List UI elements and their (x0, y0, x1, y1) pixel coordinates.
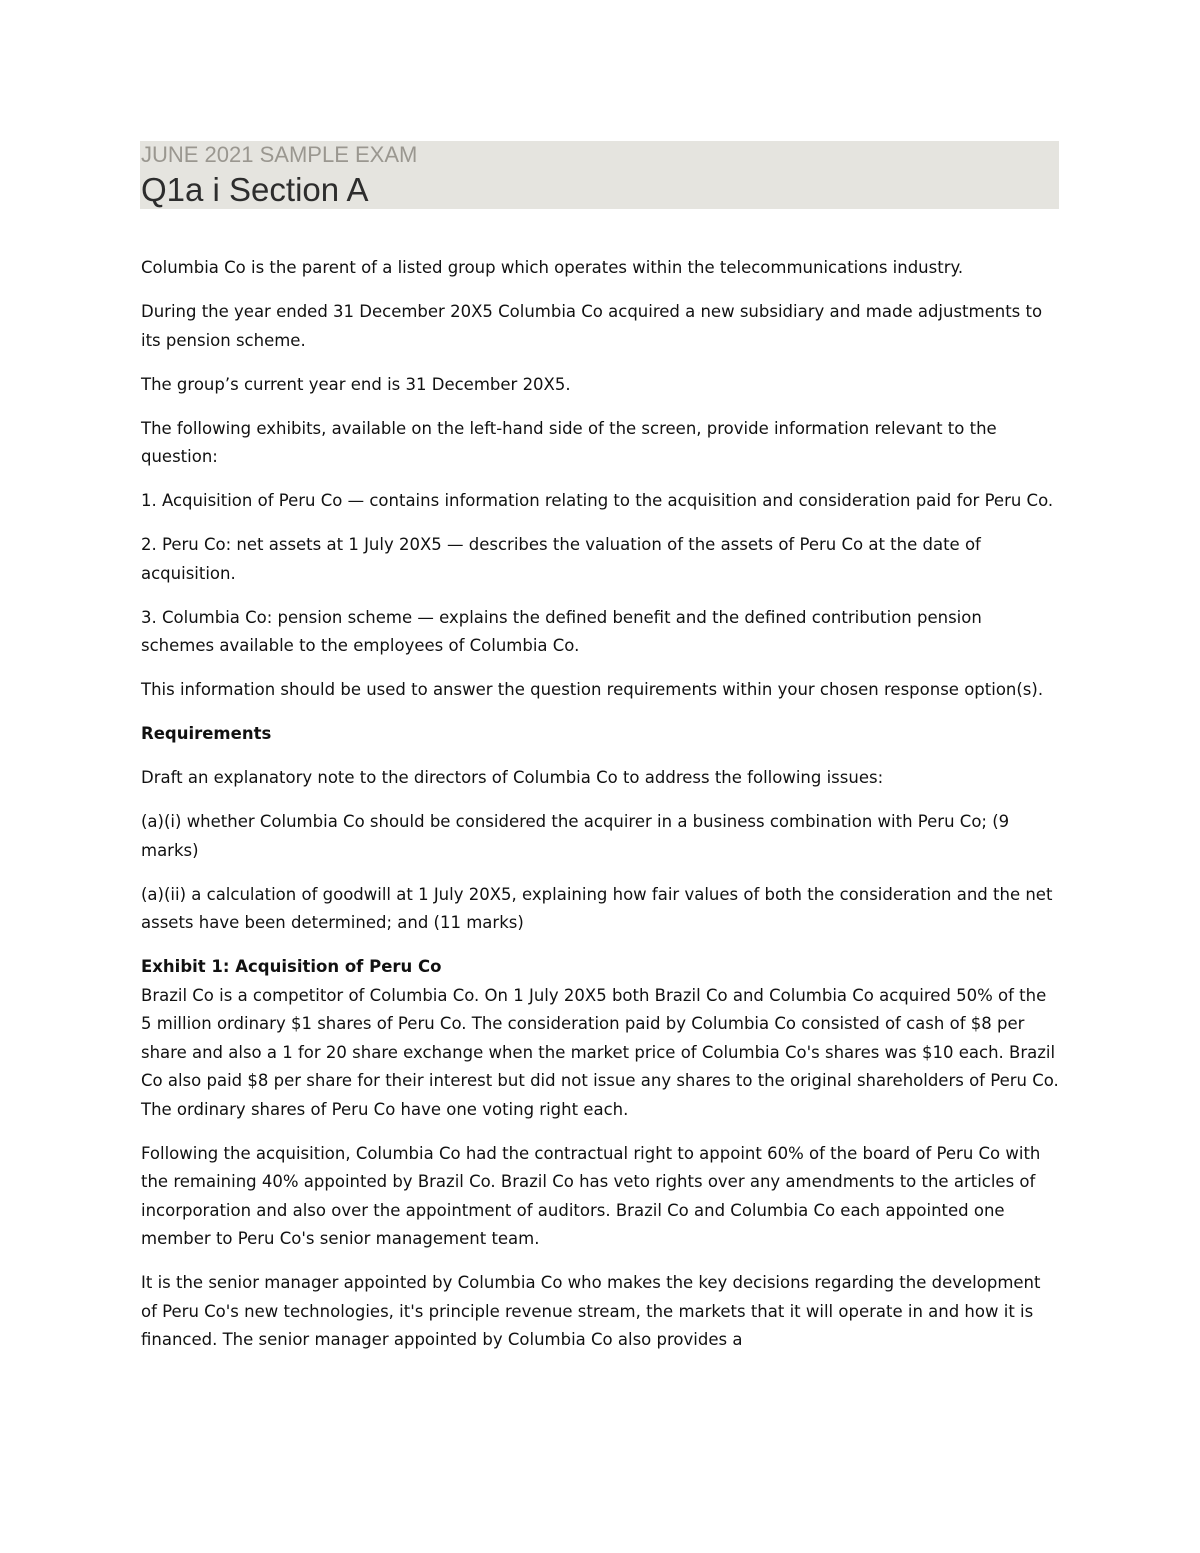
section-title: Q1a i Section A (141, 171, 369, 208)
requirement-item: (a)(i) whether Columbia Co should be considered the acquirer in a business combination with Peru Co; (9 marks) (141, 812, 1010, 860)
exhibit1-heading: Exhibit 1: Acquisition of Peru Co (141, 957, 442, 976)
exhibit1-paragraph: Brazil Co is a competitor of Columbia Co. On 1 July 20X5 both Brazil Co and Columbia Co acquired 50% of the 5 million ordinary $1 shares of Peru Co. The consideration paid by Columbia Co consisted of cash of $8 per share and also a 1 for 20 share exchange when the market price of Columbia Co's shares was $10 each. Brazil Co also paid $8 per share for their interest but did not issue any shares to the original shareholders of Peru Co. The ordinary shares of Peru Co have one voting right each. (141, 985, 1059, 1119)
intro-paragraph: The following exhibits, available on the left-hand side of the screen, provide information relevant to the question: (141, 418, 997, 466)
document-body (141, 254, 1059, 1370)
exhibit1-paragraph: It is the senior manager appointed by Columbia Co who makes the key decisions regarding the development of Peru Co's new technologies, it's principle revenue stream, the markets that it will operate in and how it is financed. The senior manager appointed by Columbia Co also provides a (141, 1273, 1041, 1349)
instruction-paragraph: This information should be used to answer the question requirements within your chosen response option(s). (141, 680, 1044, 699)
intro-paragraph: During the year ended 31 December 20X5 Columbia Co acquired a new subsidiary and made adjustments to its pension scheme. (141, 302, 1043, 350)
exam-title: JUNE 2021 SAMPLE EXAM (141, 142, 418, 167)
requirements-lead: Draft an explanatory note to the directors of Columbia Co to address the following issues: (141, 768, 884, 787)
intro-paragraph: The group’s current year end is 31 December 20X5. (141, 374, 571, 394)
intro-paragraph: Columbia Co is the parent of a listed group which operates within the telecommunications industry. (141, 258, 964, 277)
exhibit-list-item: 3. Columbia Co: pension scheme — explains the defined benefit and the defined contribution pension schemes available to the employees of Columbia Co. (141, 607, 982, 655)
exhibit-list-item: 1. Acquisition of Peru Co — contains information relating to the acquisition and consideration paid for Peru Co. (141, 491, 1054, 510)
exhibit1-paragraph: Following the acquisition, Columbia Co had the contractual right to appoint 60% of the board of Peru Co with the remaining 40% appointed by Brazil Co. Brazil Co has veto rights over any amendments to the articles of incorporation and also over the appointment of auditors. Brazil Co and Columbia Co each appointed one member to Peru Co's senior management team. (141, 1143, 1041, 1248)
exhibit-list-item: 2. Peru Co: net assets at 1 July 20X5 — describes the valuation of the assets of Peru Co at the date of acquisition. (141, 535, 981, 583)
requirements-heading: Requirements (141, 724, 272, 743)
requirement-item: (a)(ii) a calculation of goodwill at 1 July 20X5, explaining how fair values of both the consideration and the net assets have been determined; and (11 marks) (141, 884, 1053, 932)
